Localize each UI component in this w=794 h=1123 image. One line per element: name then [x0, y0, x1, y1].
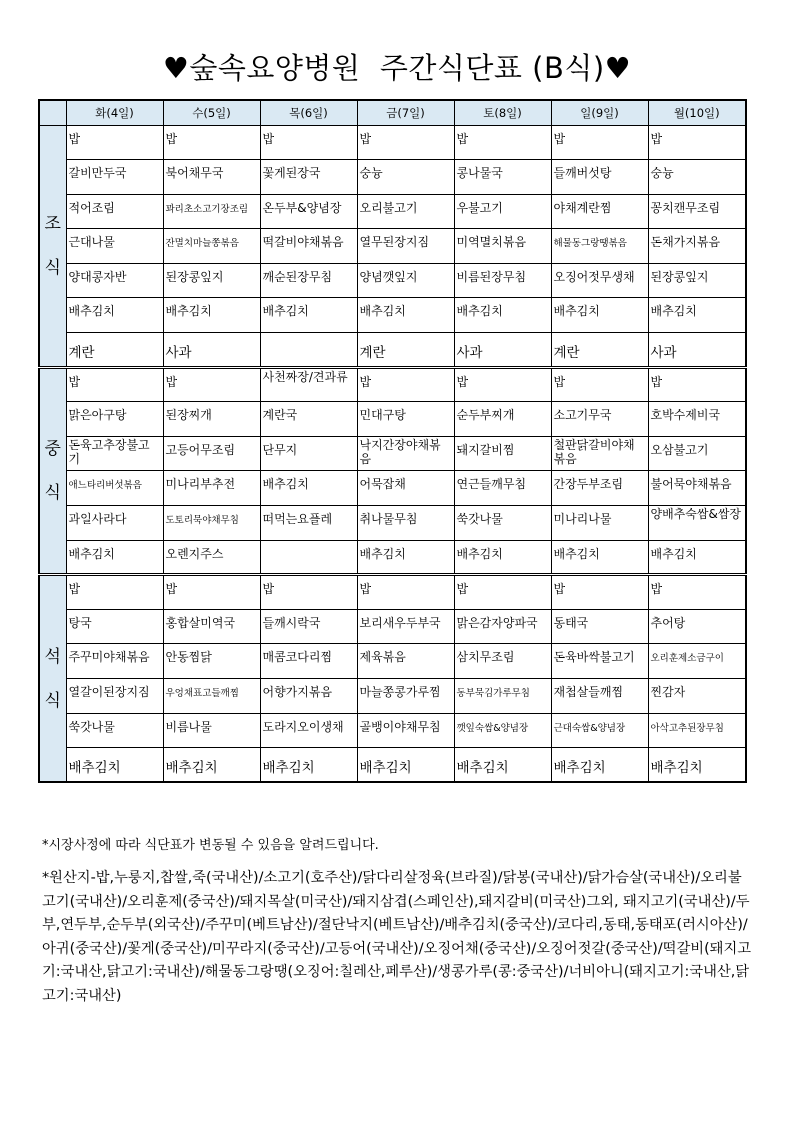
dish-cell: 북어채무국: [163, 160, 260, 195]
dish-cell: 배추김치: [66, 748, 163, 783]
dish-cell: 낙지간장야채볶음: [357, 436, 454, 471]
dish-cell: 콩나물국: [454, 160, 551, 195]
dish-cell: 배추김치: [551, 540, 648, 575]
dish-cell: 밥: [357, 367, 454, 402]
dish-cell: 된장콩잎지: [163, 263, 260, 298]
dish-cell: 비름나물: [163, 713, 260, 748]
page-title: ♥숲속요양병원 주간식단표 (B식)♥: [162, 51, 632, 85]
dish-cell: 계란국: [260, 402, 357, 437]
dish-cell: 사천짜장/견과류: [260, 367, 357, 402]
corner-cell: [39, 100, 66, 125]
dish-cell: 배추김치: [551, 298, 648, 333]
dish-cell: 간장두부조림: [551, 471, 648, 506]
dish-cell: 배추김치: [648, 298, 746, 333]
dish-cell: 떠먹는요플레: [260, 506, 357, 541]
dish-cell: 밥: [260, 125, 357, 160]
day-header: 수(5일): [163, 100, 260, 125]
meal-row: [39, 471, 746, 506]
meal-row: [39, 506, 746, 541]
dish-cell: 오징어젓무생채: [551, 263, 648, 298]
dish-cell: 동태국: [551, 609, 648, 644]
dish-cell: 주꾸미야채볶음: [66, 644, 163, 679]
dish-cell: 배추김치: [260, 748, 357, 783]
dish-cell: 비름된장무침: [454, 263, 551, 298]
dish-cell: 배추김치: [66, 298, 163, 333]
dish-cell: 배추김치: [357, 540, 454, 575]
dish-cell: 배추김치: [357, 748, 454, 783]
day-header: 목(6일): [260, 100, 357, 125]
dish-cell: 밥: [454, 367, 551, 402]
dish-cell: 배추김치: [648, 748, 746, 783]
dish-cell: 순두부찌개: [454, 402, 551, 437]
dish-cell: 양대콩자반: [66, 263, 163, 298]
dish-cell: 단무지: [260, 436, 357, 471]
dish-cell: 도라지오이생채: [260, 713, 357, 748]
dish-cell: 사과: [648, 333, 746, 368]
meal-row: [39, 298, 746, 333]
dish-cell: 도토리묵야채무침: [163, 506, 260, 541]
dish-cell: 오리불고기: [357, 194, 454, 229]
dish-cell: 홍합살미역국: [163, 609, 260, 644]
dish-cell: 맑은아구탕: [66, 402, 163, 437]
dish-cell: 숭늉: [648, 160, 746, 195]
dish-cell: 찐감자: [648, 679, 746, 714]
dish-cell: 밥: [454, 125, 551, 160]
dish-cell: 매콤코다리찜: [260, 644, 357, 679]
day-header-row: [39, 100, 746, 125]
dish-cell: 잔멸치마늘쫑볶음: [163, 229, 260, 264]
meal-row: [39, 333, 746, 368]
dish-cell: 꽈리초소고기장조림: [163, 194, 260, 229]
meal-row: [39, 540, 746, 575]
dish-cell: 계란: [66, 333, 163, 368]
dish-cell: 배추김치: [66, 540, 163, 575]
dish-cell: 배추김치: [454, 540, 551, 575]
dish-cell: [260, 333, 357, 368]
dish-cell: 밥: [648, 125, 746, 160]
dish-cell: 안동찜닭: [163, 644, 260, 679]
dish-cell: 밥: [551, 367, 648, 402]
dish-cell: 밥: [648, 575, 746, 610]
meal-row: [39, 644, 746, 679]
dish-cell: 배추김치: [648, 540, 746, 575]
dish-cell: 호박수제비국: [648, 402, 746, 437]
dish-cell: 근대나물: [66, 229, 163, 264]
dish-cell: 갈비만두국: [66, 160, 163, 195]
notes-section: [42, 834, 754, 1008]
dish-cell: 철판닭갈비야채볶음: [551, 436, 648, 471]
dish-cell: 애느타리버섯볶음: [66, 471, 163, 506]
dish-cell: 동부묵김가루무침: [454, 679, 551, 714]
dish-cell: 열갈이된장지짐: [66, 679, 163, 714]
dish-cell: 밥: [551, 125, 648, 160]
change-notice: *시장사정에 따라 식단표가 변동될 수 있음을 알려드립니다.: [42, 838, 379, 853]
dish-cell: 보리새우두부국: [357, 609, 454, 644]
dish-cell: 밥: [66, 575, 163, 610]
meal-row: [39, 229, 746, 264]
dish-cell: 밥: [648, 367, 746, 402]
meal-row: [39, 575, 746, 610]
dish-cell: 배추김치: [260, 471, 357, 506]
meal-row: [39, 713, 746, 748]
dish-cell: 사과: [454, 333, 551, 368]
dish-cell: 꽁치캔무조림: [648, 194, 746, 229]
dish-cell: 쑥갓나물: [454, 506, 551, 541]
meal-row: [39, 748, 746, 783]
day-header: 토(8일): [454, 100, 551, 125]
dish-cell: 계란: [357, 333, 454, 368]
dish-cell: 배추김치: [163, 748, 260, 783]
dish-cell: 사과: [163, 333, 260, 368]
dish-cell: 된장찌개: [163, 402, 260, 437]
dish-cell: 배추김치: [454, 748, 551, 783]
dish-cell: 밥: [357, 575, 454, 610]
dish-cell: 열무된장지짐: [357, 229, 454, 264]
dish-cell: 계란: [551, 333, 648, 368]
dish-cell: 민대구탕: [357, 402, 454, 437]
dish-cell: 배추김치: [357, 298, 454, 333]
dish-cell: 고등어무조림: [163, 436, 260, 471]
dish-cell: [260, 540, 357, 575]
dish-cell: 추어탕: [648, 609, 746, 644]
dish-cell: 들깨버섯탕: [551, 160, 648, 195]
meal-row: [39, 609, 746, 644]
dish-cell: 불어묵야채볶음: [648, 471, 746, 506]
dish-cell: 떡갈비야채볶음: [260, 229, 357, 264]
dish-cell: 된장콩잎지: [648, 263, 746, 298]
dish-cell: 적어조림: [66, 194, 163, 229]
meal-label: 석 식: [39, 575, 66, 783]
meal-row: [39, 402, 746, 437]
dish-cell: 밥: [163, 367, 260, 402]
dish-cell: 밥: [454, 575, 551, 610]
dish-cell: 배추김치: [454, 298, 551, 333]
dish-cell: 삼치무조림: [454, 644, 551, 679]
day-header: 금(7일): [357, 100, 454, 125]
dish-cell: 온두부&양념장: [260, 194, 357, 229]
dish-cell: 마늘쫑콩가루찜: [357, 679, 454, 714]
dish-cell: 깨순된장무침: [260, 263, 357, 298]
day-header: 화(4일): [66, 100, 163, 125]
dish-cell: 야채계란찜: [551, 194, 648, 229]
dish-cell: 연근들깨무침: [454, 471, 551, 506]
meal-label: 조 식: [39, 125, 66, 367]
dish-cell: 돈채가지볶음: [648, 229, 746, 264]
dish-cell: 취나물무침: [357, 506, 454, 541]
dish-cell: 밥: [163, 575, 260, 610]
dish-cell: 밥: [66, 367, 163, 402]
dish-cell: 소고기무국: [551, 402, 648, 437]
meal-row: [39, 125, 746, 160]
dish-cell: 숭늉: [357, 160, 454, 195]
dish-cell: 배추김치: [551, 748, 648, 783]
meal-row: [39, 679, 746, 714]
meal-row: [39, 436, 746, 471]
dish-cell: 아삭고추된장무침: [648, 713, 746, 748]
meal-row: [39, 263, 746, 298]
dish-cell: 돈육바싹불고기: [551, 644, 648, 679]
meal-row: [39, 160, 746, 195]
weekly-menu-table: [38, 99, 747, 783]
dish-cell: 쑥갓나물: [66, 713, 163, 748]
dish-cell: 우불고기: [454, 194, 551, 229]
dish-cell: 오리훈제소금구이: [648, 644, 746, 679]
dish-cell: 맑은감자양파국: [454, 609, 551, 644]
dish-cell: 양배추숙쌈&쌈장: [648, 506, 746, 541]
dish-cell: 양념깻잎지: [357, 263, 454, 298]
dish-cell: 깻잎숙쌈&양념장: [454, 713, 551, 748]
dish-cell: 미역멸치볶음: [454, 229, 551, 264]
dish-cell: 꽃게된장국: [260, 160, 357, 195]
dish-cell: 오렌지주스: [163, 540, 260, 575]
dish-cell: 밥: [66, 125, 163, 160]
dish-cell: 해물동그랑땡볶음: [551, 229, 648, 264]
dish-cell: 재첩살들깨찜: [551, 679, 648, 714]
dish-cell: 근대숙쌈&양념장: [551, 713, 648, 748]
dish-cell: 골뱅이야채무침: [357, 713, 454, 748]
dish-cell: 돈육고추장불고기: [66, 436, 163, 471]
dish-cell: 어묵잡채: [357, 471, 454, 506]
dish-cell: 밥: [163, 125, 260, 160]
dish-cell: 밥: [551, 575, 648, 610]
meal-label: 중 식: [39, 367, 66, 575]
dish-cell: 들깨시락국: [260, 609, 357, 644]
dish-cell: 밥: [260, 575, 357, 610]
dish-cell: 배추김치: [163, 298, 260, 333]
origin-notice: *원산지-밥,누룽지,찹쌀,죽(국내산)/소고기(호주산)/닭다리살정육(브라질)/닭봉(국내산)/닭가슴살(국내산)/오리불고기(국내산)/오리훈제(중국산)/돼지목살(미국산)/돼지삼겹(스페인산),돼지갈비(미국산)그외, 돼지고기(국내산)/두부,연두부,순두부(외국산)/주꾸미(베트남산)/절단낙지(베트남산)/배추김치(중국산)/코다리,동태,동태포(러시아산)/아귀(중국산)/꽃게(중국산)/미꾸라지(중국산)/고등어(국내산)/오징어채(중국산)/오징어젓갈(중국산)/떡갈비(돼지고기:국내산,닭고기:국내산)/해물동그랑땡(오징어:칠레산,페루산)/생콩가루(콩:중국산)/너비아니(돼지고기:국내산,닭고기:국내산): [42, 870, 752, 1004]
dish-cell: 밥: [357, 125, 454, 160]
day-header: 월(10일): [648, 100, 746, 125]
dish-cell: 배추김치: [260, 298, 357, 333]
dish-cell: 제육볶음: [357, 644, 454, 679]
dish-cell: 어향가지볶음: [260, 679, 357, 714]
dish-cell: 과일사라다: [66, 506, 163, 541]
dish-cell: 미나리나물: [551, 506, 648, 541]
day-header: 일(9일): [551, 100, 648, 125]
dish-cell: 탕국: [66, 609, 163, 644]
dish-cell: 우엉채표고들깨찜: [163, 679, 260, 714]
dish-cell: 오삼불고기: [648, 436, 746, 471]
dish-cell: 돼지갈비찜: [454, 436, 551, 471]
meal-row: [39, 194, 746, 229]
dish-cell: 미나리부추전: [163, 471, 260, 506]
meal-row: [39, 367, 746, 402]
